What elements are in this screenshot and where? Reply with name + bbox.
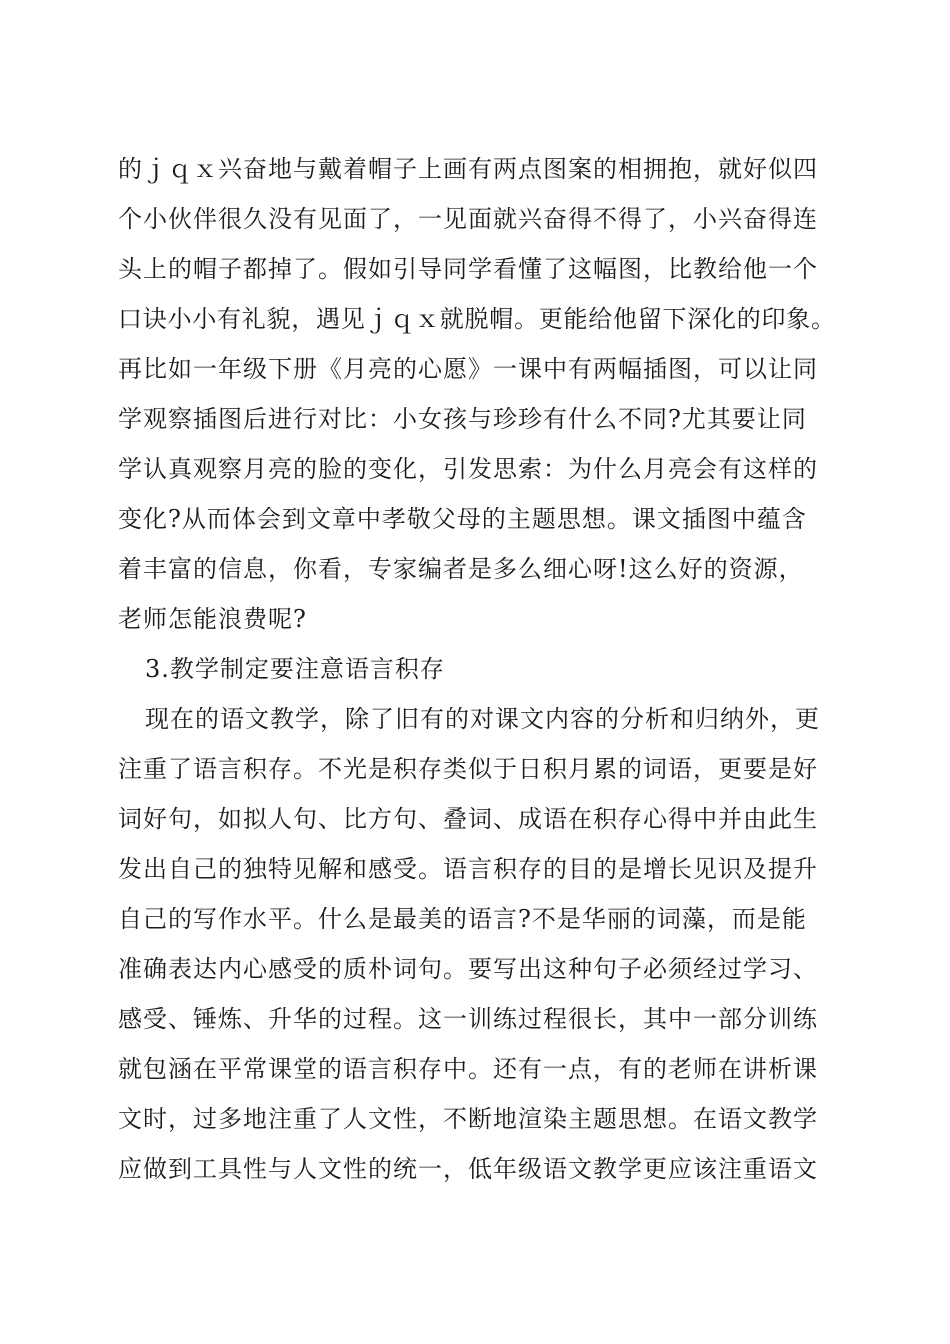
text-line: 感受、锤炼、升华的过程。这一训练过程很长，其中一部分训练 xyxy=(118,1005,818,1033)
text-line: 头上的帽子都掉了。假如引导同学看懂了这幅图，比教给他一个 xyxy=(118,255,818,283)
text-line: 现在的语文教学，除了旧有的对课文内容的分析和归纳外，更 xyxy=(145,705,820,733)
text-line: 词好句，如拟人句、比方句、叠词、成语在积存心得中并由此生 xyxy=(118,805,818,833)
text-line: 准确表达内心感受的质朴词句。要写出这种句子必须经过学习、 xyxy=(118,955,818,983)
text-line: 老师怎能浪费呢? xyxy=(118,605,307,633)
text-line: 就包涵在平常课堂的语言积存中。还有一点，有的老师在讲析课 xyxy=(118,1055,818,1083)
text-line: 应做到工具性与人文性的统一，低年级语文教学更应该注重语文 xyxy=(118,1155,818,1183)
text-line: 学认真观察月亮的脸的变化，引发思索：为什么月亮会有这样的 xyxy=(118,455,818,483)
text-line: 自己的写作水平。什么是最美的语言?不是华丽的词藻，而是能 xyxy=(118,905,807,933)
text-line: 注重了语言积存。不光是积存类似于日积月累的词语，更要是好 xyxy=(118,755,818,783)
text-line: 口诀小小有礼貌，遇见ｊｑｘ就脱帽。更能给他留下深化的印象。 xyxy=(118,305,836,333)
text-line: 文时，过多地注重了人文性，不断地渲染主题思想。在语文教学 xyxy=(118,1105,818,1133)
text-line: 学观察插图后进行对比：小女孩与珍珍有什么不同?尤其要让同 xyxy=(118,405,807,433)
text-line: 发出自己的独特见解和感受。语言积存的目的是增长见识及提升 xyxy=(118,855,818,883)
text-line: 的ｊｑｘ兴奋地与戴着帽子上画有两点图案的相拥抱，就好似四 xyxy=(118,155,818,183)
text-line: 着丰富的信息，你看，专家编者是多么细心呀!这么好的资源， xyxy=(118,555,804,583)
section-heading: 3.教学制定要注意语言积存 xyxy=(145,655,445,683)
text-line: 再比如一年级下册《月亮的心愿》一课中有两幅插图，可以让同 xyxy=(118,355,818,383)
text-line: 变化?从而体会到文章中孝敬父母的主题思想。课文插图中蕴含 xyxy=(118,505,807,533)
text-line: 个小伙伴很久没有见面了，一见面就兴奋得不得了，小兴奋得连 xyxy=(118,205,818,233)
